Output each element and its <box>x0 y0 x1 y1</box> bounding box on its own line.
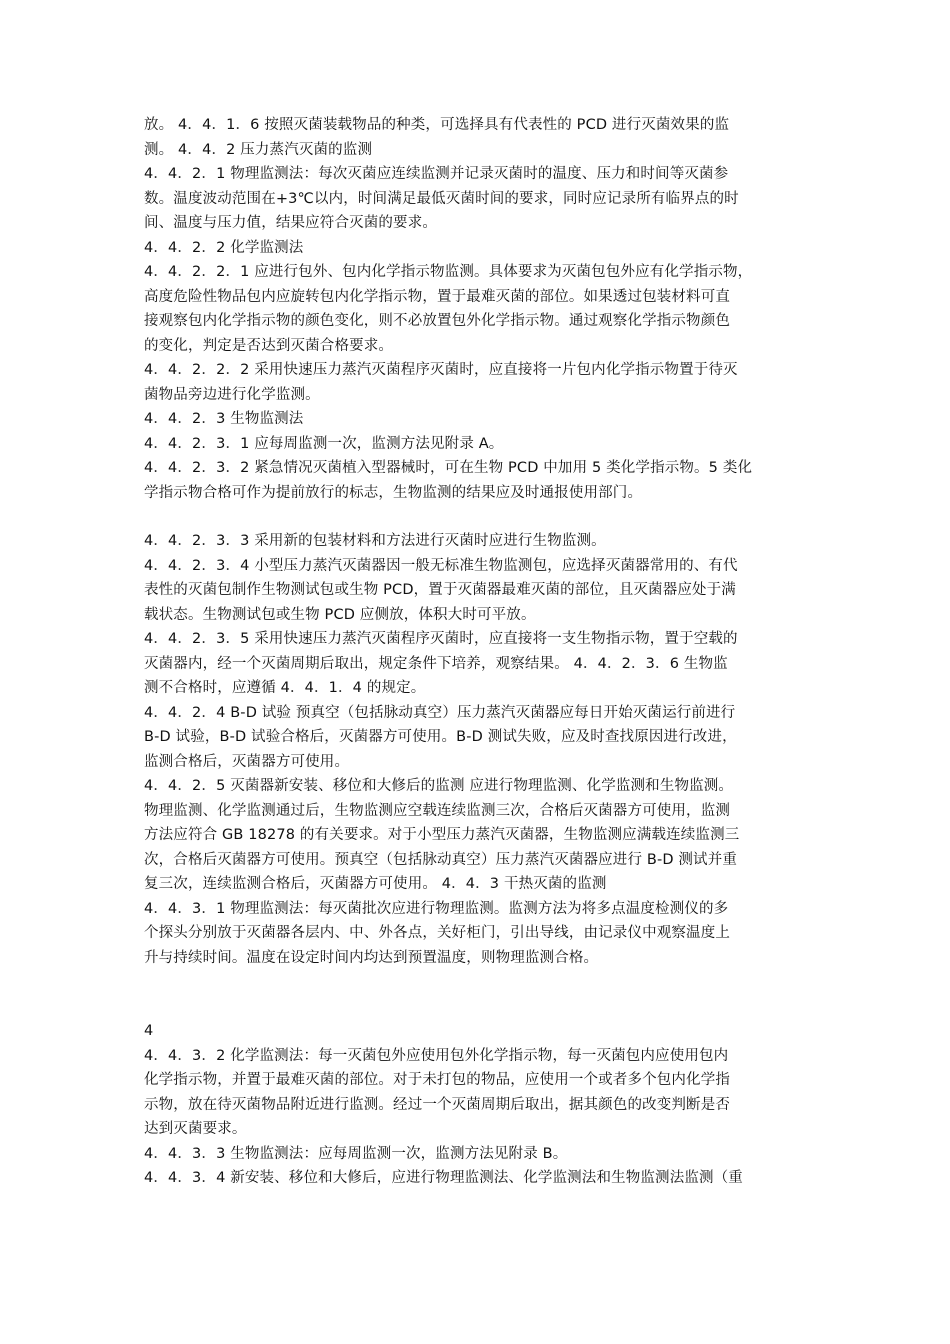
text-block-3 <box>144 1044 812 1191</box>
text-line: 方法应符合 GB 18278 的有关要求。对于小型压力蒸汽灭菌器，生物监测应满载连续监测三 <box>144 827 740 843</box>
page-number: 4 <box>144 1023 154 1039</box>
text-line: 4．4．2．5 灭菌器新安装、移位和大修后的监测 应进行物理监测、化学监测和生物监测。 <box>144 778 734 794</box>
text-line: 接观察包内化学指示物的颜色变化，则不必放置包外化学指示物。通过观察化学指示物颜色 <box>144 313 730 329</box>
text-block-2 <box>144 529 812 970</box>
text-line: 灭菌器内，经一个灭菌周期后取出，规定条件下培养，观察结果。 4．4．2．3．6 生物监 <box>144 655 728 672</box>
text-line: B-D 试验，B-D 试验合格后，灭菌器方可使用。B-D 测试失败，应及时查找原因进行改进， <box>144 729 737 745</box>
text-line: 次，合格后灭菌器方可使用。预真空（包括脉动真空）压力蒸汽灭菌器应进行 B-D 测试并重 <box>144 851 738 868</box>
text-line: 4．4．2．2．2 采用快速压力蒸汽灭菌程序灭菌时，应直接将一片包内化学指示物置于待灭 <box>144 362 738 378</box>
text-line: 4．4．2．3．3 采用新的包装材料和方法进行灭菌时应进行生物监测。 <box>144 533 606 549</box>
text-line: 测。 4．4．2 压力蒸汽灭菌的监测 <box>144 141 373 158</box>
text-line: 4．4．2．3 生物监测法 <box>144 411 304 427</box>
text-line: 4．4．2．3．5 采用快速压力蒸汽灭菌程序灭菌时，应直接将一支生物指示物，置于空载的 <box>144 631 738 647</box>
document-page <box>144 113 812 1191</box>
text-line: 4．4．3．2 化学监测法：每一灭菌包外应使用包外化学指示物，每一灭菌包内应使用包内 <box>144 1047 729 1064</box>
text-line: 4．4．2．3．2 紧急情况灭菌植入型器械时，可在生物 PCD 中加用 5 类化学指示物。5 类化 <box>144 460 753 476</box>
text-line: 菌物品旁边进行化学监测。 <box>144 386 320 403</box>
text-line: 化学指示物，并置于最难灭菌的部位。对于未打包的物品，应使用一个或者多个包内化学指 <box>144 1072 730 1088</box>
text-line: 4．4．3．4 新安装、移位和大修后，应进行物理监测法、化学监测法和生物监测法监测（重 <box>144 1170 743 1186</box>
text-line: 4．4．2．4 B-D 试验 预真空（包括脉动真空）压力蒸汽灭菌器应每日开始灭菌运行前进行 <box>144 704 736 721</box>
text-line: 学指示物合格可作为提前放行的标志，生物监测的结果应及时通报使用部门。 <box>144 484 643 501</box>
text-line: 4．4．3．3 生物监测法：应每周监测一次，监测方法见附录 B。 <box>144 1145 568 1162</box>
text-line: 4．4．2．3．1 应每周监测一次，监测方法见附录 A。 <box>144 435 504 452</box>
text-line: 复三次，连续监测合格后，灭菌器方可使用。 4．4．3 干热灭菌的监测 <box>144 876 607 892</box>
text-line: 升与持续时间。温度在设定时间内均达到预置温度，则物理监测合格。 <box>144 949 599 966</box>
text-block-1 <box>144 113 812 505</box>
paragraph-spacer <box>144 505 812 529</box>
text-line: 4．4．2．1 物理监测法：每次灭菌应连续监测并记录灭菌时的温度、压力和时间等灭菌参 <box>144 166 729 182</box>
text-line: 4．4．2．2．1 应进行包外、包内化学指示物监测。具体要求为灭菌包包外应有化学指示物， <box>144 264 753 280</box>
text-line: 测不合格时，应遵循 4．4．1．4 的规定。 <box>144 680 426 696</box>
text-line: 4．4．3．1 物理监测法：每灭菌批次应进行物理监测。监测方法为将多点温度检测仪的多 <box>144 900 729 917</box>
text-line: 个探头分别放于灭菌器各层内、中、外各点，关好柜门，引出导线，由记录仪中观察温度上 <box>144 925 730 941</box>
text-line: 载状态。生物测试包或生物 PCD 应侧放，体积大时可平放。 <box>144 606 536 623</box>
text-line: 4．4．2．3．4 小型压力蒸汽灭菌器因一般无标准生物监测包，应选择灭菌器常用的、有代 <box>144 557 738 574</box>
page-break-spacer <box>144 970 812 1019</box>
text-line: 放。 4．4．1．6 按照灭菌装载物品的种类，可选择具有代表性的 PCD 进行灭菌效果的监 <box>144 117 730 133</box>
text-line: 示物，放在待灭菌物品附近进行监测。经过一个灭菌周期后取出，据其颜色的改变判断是否 <box>144 1096 730 1113</box>
text-line: 间、温度与压力值，结果应符合灭菌的要求。 <box>144 215 437 231</box>
text-line: 4．4．2．2 化学监测法 <box>144 239 304 256</box>
text-line: 达到灭菌要求。 <box>144 1121 247 1137</box>
text-line: 高度危险性物品包内应旋转包内化学指示物，置于最难灭菌的部位。如果透过包装材料可直 <box>144 288 730 305</box>
text-line: 监测合格后，灭菌器方可使用。 <box>144 753 350 770</box>
text-line: 表性的灭菌包制作生物测试包或生物 PCD，置于灭菌器最难灭菌的部位，且灭菌器应处于满 <box>144 582 736 598</box>
text-line: 的变化，判定是否达到灭菌合格要求。 <box>144 337 394 354</box>
text-line: 物理监测、化学监测通过后，生物监测应空载连续监测三次，合格后灭菌器方可使用，监测 <box>144 802 730 819</box>
text-line: 数。温度波动范围在+3℃以内，时间满足最低灭菌时间的要求，同时应记录所有临界点的时 <box>144 190 739 207</box>
